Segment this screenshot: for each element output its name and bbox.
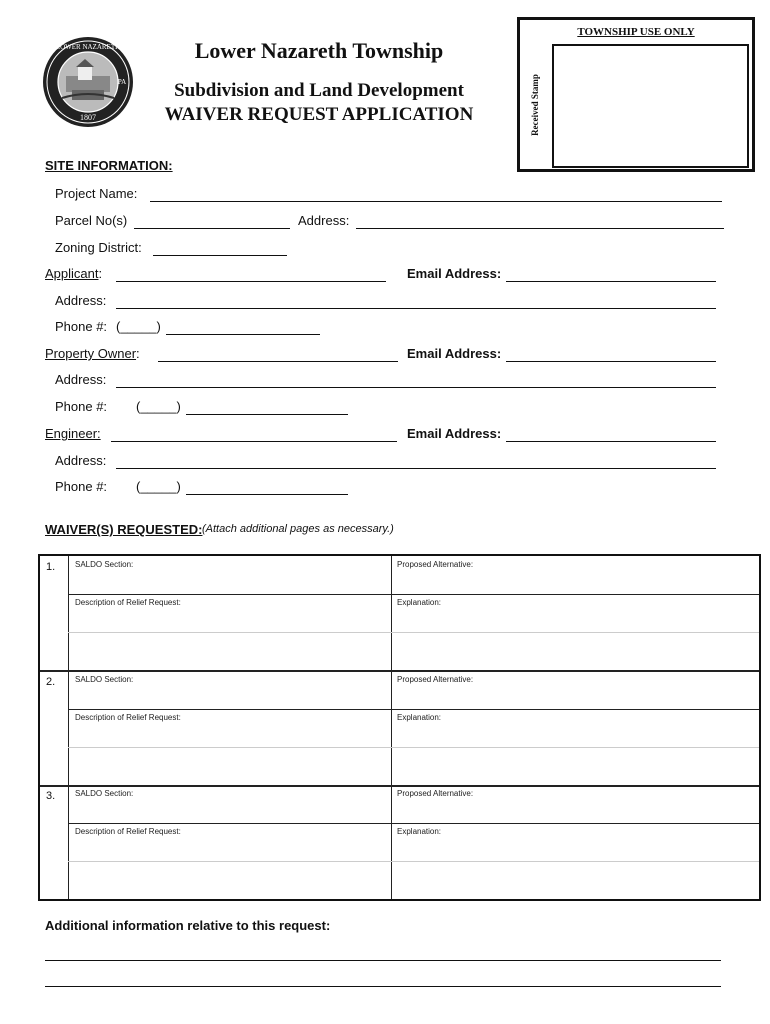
parcel-label: Parcel No(s)	[55, 213, 128, 228]
waivers-requested-heading: WAIVER(S) REQUESTED:	[45, 522, 203, 537]
owner-email-field[interactable]	[506, 361, 716, 362]
svg-text:LOWER NAZARETH: LOWER NAZARETH	[55, 43, 121, 51]
received-stamp-area	[552, 44, 749, 168]
site-information-heading: SITE INFORMATION:	[45, 158, 173, 173]
township-use-only-box	[517, 17, 755, 172]
site-address-label: Address:	[298, 213, 350, 228]
engineer-email-label: Email Address:	[407, 426, 502, 441]
township-title: Lower Nazareth Township	[194, 38, 444, 63]
engineer-email-field[interactable]	[506, 441, 716, 442]
explanation-label: Explanation:	[397, 598, 442, 607]
applicant-phone-field[interactable]	[166, 334, 320, 335]
township-seal-logo	[42, 36, 134, 128]
engineer-address-label: Address:	[55, 453, 107, 468]
property-owner-field[interactable]	[158, 361, 398, 362]
project-name-label: Project Name:	[55, 186, 138, 201]
waiver-item-number: 2.	[46, 676, 56, 688]
waiver-item-number: 1.	[46, 561, 56, 573]
applicant-address-label: Address:	[55, 293, 107, 308]
project-name-field[interactable]	[150, 201, 722, 202]
applicant-phone-area-code[interactable]: (_____)	[116, 319, 161, 334]
engineer-field[interactable]	[111, 441, 397, 442]
explanation-label: Explanation:	[397, 713, 442, 722]
waiver-item-number: 3.	[46, 790, 56, 802]
owner-phone-field[interactable]	[186, 414, 348, 415]
waiver-column-divider	[391, 556, 392, 899]
engineer-phone-field[interactable]	[186, 494, 348, 495]
additional-information-label: Additional information relative to this request:	[45, 918, 331, 933]
waiver-row-divider	[68, 861, 759, 862]
owner-address-field[interactable]	[116, 387, 716, 388]
proposed-alternative-label: Proposed Alternative:	[397, 560, 474, 569]
applicant-field[interactable]	[116, 281, 386, 282]
parcel-field[interactable]	[134, 228, 290, 229]
waiver-table	[38, 554, 761, 901]
owner-phone-area-code[interactable]: (_____)	[136, 399, 181, 414]
waiver-row-divider	[68, 823, 759, 824]
zoning-field[interactable]	[153, 255, 287, 256]
proposed-alternative-label: Proposed Alternative:	[397, 675, 474, 684]
owner-address-label: Address:	[55, 372, 107, 387]
owner-phone-label: Phone #:	[55, 399, 108, 414]
engineer-address-field[interactable]	[116, 468, 716, 469]
saldo-section-label: SALDO Section:	[75, 560, 134, 569]
description-label: Description of Relief Request:	[75, 598, 181, 607]
waiver-row-divider	[68, 632, 759, 633]
saldo-section-label: SALDO Section:	[75, 675, 134, 684]
applicant-email-field[interactable]	[506, 281, 716, 282]
waivers-note: (Attach additional pages as necessary.)	[202, 523, 394, 535]
engineer-label: Engineer:	[45, 426, 101, 441]
form-title: WAIVER REQUEST APPLICATION	[164, 104, 474, 125]
site-address-field[interactable]	[356, 228, 724, 229]
applicant-address-field[interactable]	[116, 308, 716, 309]
property-owner-label: Property Owner:	[45, 346, 140, 361]
saldo-section-label: SALDO Section:	[75, 789, 134, 798]
received-stamp-label-wrap	[524, 42, 546, 168]
engineer-phone-label: Phone #:	[55, 479, 108, 494]
svg-text:PA: PA	[117, 78, 127, 86]
svg-text:1807: 1807	[80, 113, 96, 122]
additional-info-line-2[interactable]	[45, 986, 721, 987]
applicant-email-label: Email Address:	[407, 266, 502, 281]
zoning-label: Zoning District:	[55, 240, 142, 255]
engineer-phone-area-code[interactable]: (_____)	[136, 479, 181, 494]
owner-email-label: Email Address:	[407, 346, 502, 361]
waiver-number-divider	[68, 556, 69, 899]
received-stamp-label: Received Stamp	[530, 74, 540, 136]
waiver-group-divider	[40, 785, 759, 787]
applicant-phone-label: Phone #:	[55, 319, 108, 334]
form-subtitle: Subdivision and Land Development	[174, 80, 464, 101]
township-use-only-heading: TOWNSHIP USE ONLY	[577, 26, 695, 38]
description-label: Description of Relief Request:	[75, 713, 181, 722]
waiver-group-divider	[40, 670, 759, 672]
proposed-alternative-label: Proposed Alternative:	[397, 789, 474, 798]
additional-info-line-1[interactable]	[45, 960, 721, 961]
explanation-label: Explanation:	[397, 827, 442, 836]
waiver-row-divider	[68, 747, 759, 748]
description-label: Description of Relief Request:	[75, 827, 181, 836]
waiver-row-divider	[68, 709, 759, 710]
applicant-label: Applicant:	[45, 266, 103, 281]
waiver-row-divider	[68, 594, 759, 595]
